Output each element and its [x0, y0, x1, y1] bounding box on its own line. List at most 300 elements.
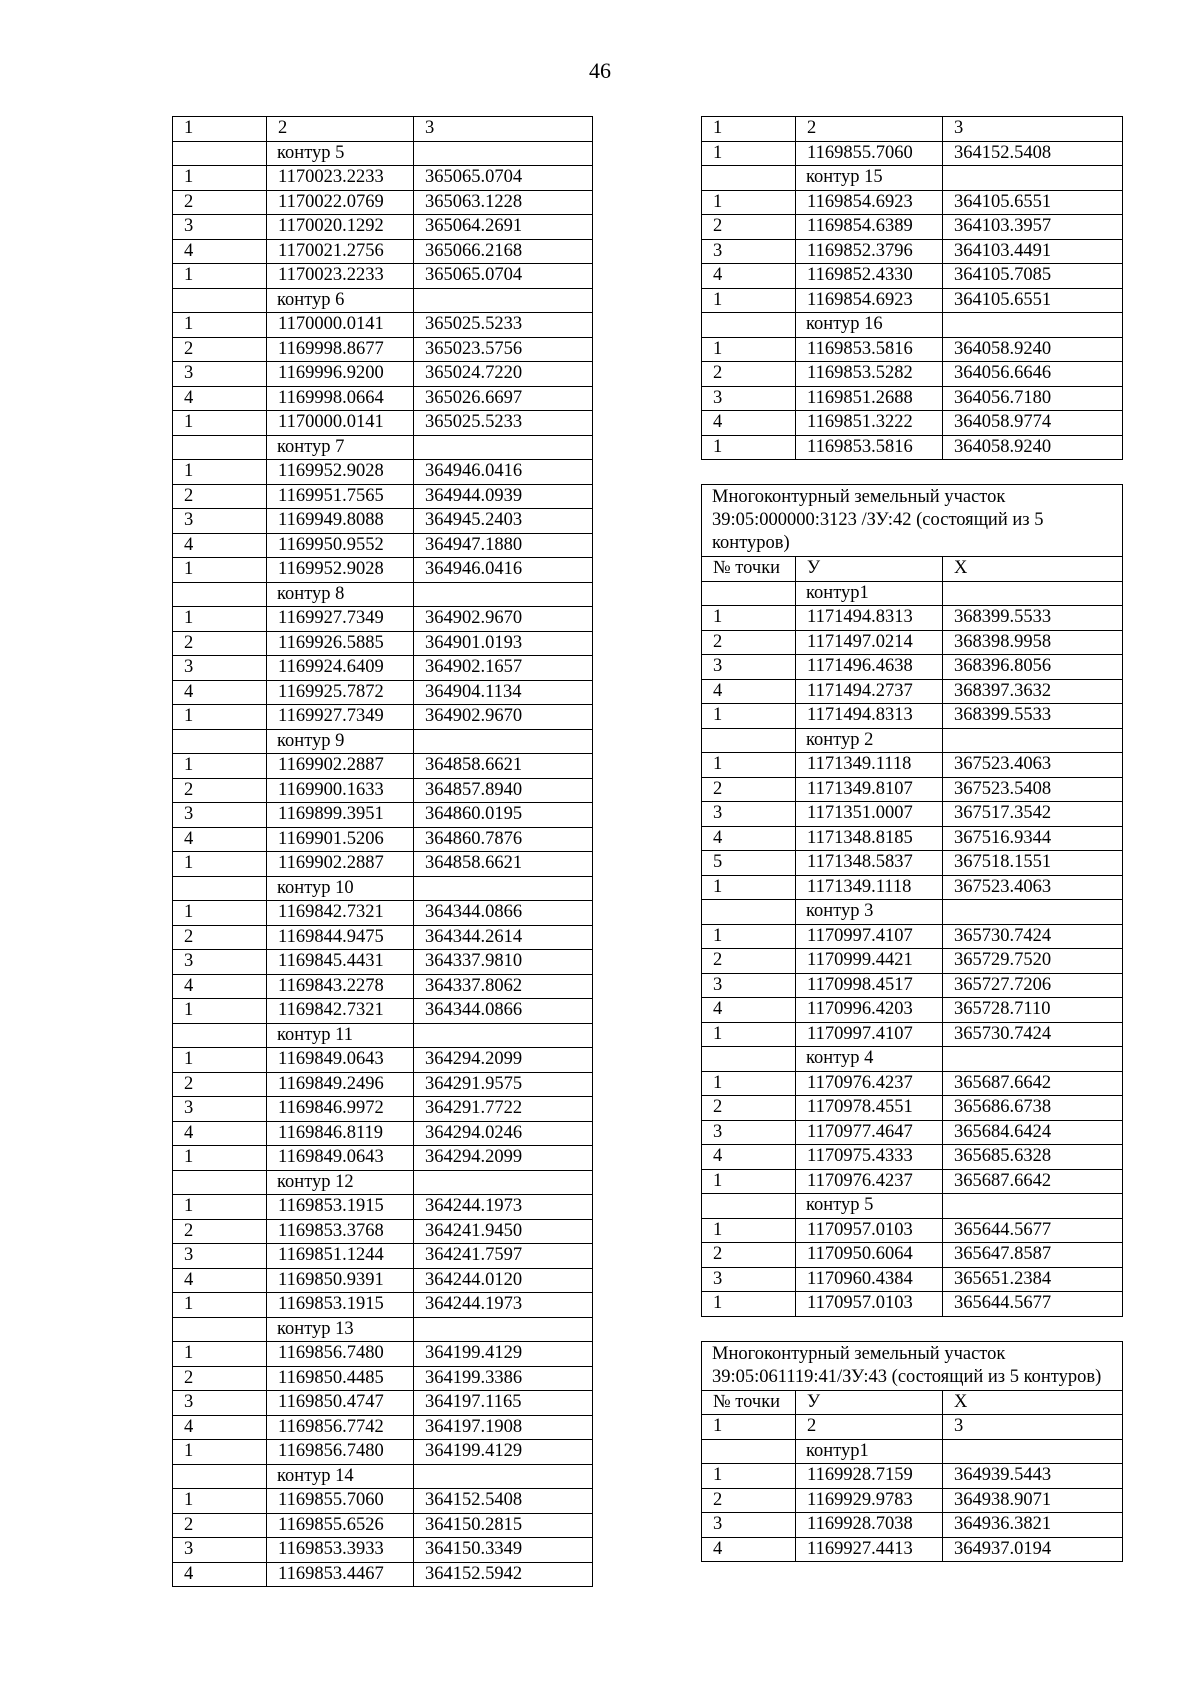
x-coordinate-cell: 364294.2099: [414, 1048, 593, 1073]
table-header-row: [173, 117, 593, 142]
x-coordinate-cell: 364199.4129: [414, 1440, 593, 1465]
x-coordinate-cell: 364199.4129: [414, 1342, 593, 1367]
table-row: [173, 362, 593, 387]
point-number-cell: 2: [173, 1072, 267, 1097]
point-number-cell: 3: [702, 239, 796, 264]
table-row: [702, 264, 1123, 289]
y-coordinate-cell: 1169924.6409: [267, 656, 414, 681]
table-row: [702, 239, 1123, 264]
x-coordinate-cell: 367518.1551: [943, 851, 1123, 876]
contour-header-row: [702, 1439, 1123, 1464]
x-coordinate-cell: 365644.5677: [943, 1292, 1123, 1317]
y-coordinate-cell: 1169949.8088: [267, 509, 414, 534]
point-number-cell: 1: [702, 1022, 796, 1047]
x-coordinate-cell: 364946.0416: [414, 460, 593, 485]
table-row: [173, 558, 593, 583]
table-row: [173, 950, 593, 975]
y-coordinate-cell: 1169927.7349: [267, 607, 414, 632]
y-coordinate-cell: 1171348.5837: [796, 851, 943, 876]
x-coordinate-cell: 364902.1657: [414, 656, 593, 681]
table-row: [702, 802, 1123, 827]
empty-cell: [414, 1317, 593, 1342]
empty-cell: [173, 582, 267, 607]
point-number-cell: 3: [173, 803, 267, 828]
y-coordinate-cell: 1169929.9783: [796, 1488, 943, 1513]
point-number-cell: 1: [173, 1048, 267, 1073]
table-row: [173, 974, 593, 999]
point-number-cell: 1: [173, 1342, 267, 1367]
table-row: [173, 386, 593, 411]
y-coordinate-cell: 1169850.4747: [267, 1391, 414, 1416]
contour-header-row: [702, 166, 1123, 191]
empty-cell: [414, 435, 593, 460]
y-coordinate-cell: 1171494.2737: [796, 679, 943, 704]
x-coordinate-cell: 364946.0416: [414, 558, 593, 583]
x-coordinate-cell: 364937.0194: [943, 1537, 1123, 1562]
x-coordinate-cell: 367516.9344: [943, 826, 1123, 851]
point-number-cell: 2: [173, 190, 267, 215]
empty-cell: [173, 1023, 267, 1048]
column-number-row: [702, 1415, 1123, 1440]
point-number-cell: 4: [173, 1415, 267, 1440]
x-coordinate-cell: 364902.9670: [414, 607, 593, 632]
x-coordinate-cell: 364056.6646: [943, 362, 1123, 387]
x-coordinate-cell: 364105.6551: [943, 190, 1123, 215]
point-number-cell: 1: [173, 705, 267, 730]
y-coordinate-cell: 1169900.1633: [267, 778, 414, 803]
empty-cell: [414, 729, 593, 754]
table-row: [173, 509, 593, 534]
x-coordinate-cell: 364344.2614: [414, 925, 593, 950]
y-coordinate-cell: 1170957.0103: [796, 1218, 943, 1243]
table-row: [702, 1145, 1123, 1170]
x-coordinate-cell: 364241.9450: [414, 1219, 593, 1244]
x-coordinate-cell: 365023.5756: [414, 337, 593, 362]
contour-label: контур 8: [267, 582, 414, 607]
point-number-cell: 2: [173, 484, 267, 509]
point-number-cell: 4: [173, 533, 267, 558]
x-coordinate-cell: 364858.6621: [414, 852, 593, 877]
contour-label: контур1: [796, 581, 943, 606]
x-coordinate-cell: 364337.8062: [414, 974, 593, 999]
point-number-cell: 3: [173, 509, 267, 534]
x-coordinate-cell: 364103.3957: [943, 215, 1123, 240]
point-number-cell: № точки: [702, 557, 796, 582]
y-coordinate-cell: 1170976.4237: [796, 1071, 943, 1096]
table-row: [702, 1120, 1123, 1145]
table-row: [702, 630, 1123, 655]
y-coordinate-cell: 1170000.0141: [267, 411, 414, 436]
x-coordinate-cell: 364244.0120: [414, 1268, 593, 1293]
x-coordinate-cell: 364860.0195: [414, 803, 593, 828]
table-row: [173, 411, 593, 436]
point-number-cell: 1: [173, 754, 267, 779]
y-coordinate-cell: 1169856.7742: [267, 1415, 414, 1440]
point-number-cell: 4: [702, 826, 796, 851]
point-number-cell: 2: [173, 337, 267, 362]
point-number-cell: 1: [173, 852, 267, 877]
y-coordinate-cell: 1170022.0769: [267, 190, 414, 215]
table-row: [702, 924, 1123, 949]
table-header-row: [702, 557, 1123, 582]
coordinates-table-left: [172, 116, 593, 1587]
y-coordinate-cell: 1171496.4638: [796, 655, 943, 680]
point-number-cell: 4: [702, 1145, 796, 1170]
x-coordinate-cell: 364241.7597: [414, 1244, 593, 1269]
x-coordinate-cell: 364947.1880: [414, 533, 593, 558]
point-number-cell: 2: [702, 1488, 796, 1513]
y-coordinate-cell: 1169850.4485: [267, 1366, 414, 1391]
x-coordinate-cell: 3: [943, 117, 1123, 142]
empty-cell: [702, 581, 796, 606]
table-row: [702, 386, 1123, 411]
x-coordinate-cell: 365064.2691: [414, 215, 593, 240]
x-coordinate-cell: 368396.8056: [943, 655, 1123, 680]
empty-cell: [414, 141, 593, 166]
empty-cell: [414, 1023, 593, 1048]
empty-cell: [702, 313, 796, 338]
y-coordinate-cell: 1170023.2233: [267, 166, 414, 191]
x-coordinate-cell: 365729.7520: [943, 949, 1123, 974]
coordinates-table-zu43: [701, 1341, 1123, 1563]
empty-cell: [173, 1317, 267, 1342]
empty-cell: [702, 900, 796, 925]
point-number-cell: 1: [173, 1489, 267, 1514]
table-row: [702, 826, 1123, 851]
table-row: [702, 1267, 1123, 1292]
empty-cell: [173, 435, 267, 460]
x-coordinate-cell: 364105.7085: [943, 264, 1123, 289]
table-row: [173, 1097, 593, 1122]
empty-cell: [943, 166, 1123, 191]
x-coordinate-cell: 364058.9774: [943, 411, 1123, 436]
x-coordinate-cell: 364857.8940: [414, 778, 593, 803]
y-coordinate-cell: 1169854.6923: [796, 190, 943, 215]
y-coordinate-cell: 1169851.2688: [796, 386, 943, 411]
y-coordinate-cell: У: [796, 557, 943, 582]
x-coordinate-cell: 365686.6738: [943, 1096, 1123, 1121]
y-coordinate-cell: 1169902.2887: [267, 852, 414, 877]
point-number-cell: 2: [702, 777, 796, 802]
table-row: [173, 1268, 593, 1293]
x-coordinate-cell: 365065.0704: [414, 264, 593, 289]
table-row: [173, 1219, 593, 1244]
x-coordinate-cell: 365728.7110: [943, 998, 1123, 1023]
empty-cell: [173, 288, 267, 313]
x-coordinate-cell: 364103.4491: [943, 239, 1123, 264]
empty-cell: [943, 581, 1123, 606]
table-row: [173, 656, 593, 681]
table-row: [702, 1071, 1123, 1096]
empty-cell: [702, 1439, 796, 1464]
table-row: [173, 1415, 593, 1440]
point-number-cell: 1: [173, 313, 267, 338]
y-coordinate-cell: 1170999.4421: [796, 949, 943, 974]
empty-cell: [173, 1170, 267, 1195]
y-coordinate-cell: 1170996.4203: [796, 998, 943, 1023]
y-coordinate-cell: 1169928.7159: [796, 1464, 943, 1489]
x-coordinate-cell: 365685.6328: [943, 1145, 1123, 1170]
x-coordinate-cell: 3: [414, 117, 593, 142]
table-row: [173, 1146, 593, 1171]
table-row: [702, 1537, 1123, 1562]
table-row: [173, 607, 593, 632]
x-coordinate-cell: 364337.9810: [414, 950, 593, 975]
right-column: [701, 116, 1123, 1562]
table-row: [173, 1293, 593, 1318]
x-coordinate-cell: 3: [943, 1415, 1123, 1440]
table-row: [173, 1195, 593, 1220]
table-row: [173, 1366, 593, 1391]
y-coordinate-cell: 1169845.4431: [267, 950, 414, 975]
point-number-cell: 1: [702, 753, 796, 778]
x-coordinate-cell: 365647.8587: [943, 1243, 1123, 1268]
point-number-cell: 1: [702, 435, 796, 460]
empty-cell: [943, 900, 1123, 925]
point-number-cell: 1: [173, 411, 267, 436]
point-number-cell: 2: [173, 1219, 267, 1244]
y-coordinate-cell: 1169853.3933: [267, 1538, 414, 1563]
table-row: [173, 754, 593, 779]
x-coordinate-cell: Х: [943, 1390, 1123, 1415]
point-number-cell: 1: [173, 264, 267, 289]
y-coordinate-cell: 1170957.0103: [796, 1292, 943, 1317]
y-coordinate-cell: 1169853.5282: [796, 362, 943, 387]
x-coordinate-cell: 365687.6642: [943, 1071, 1123, 1096]
table-row: [173, 901, 593, 926]
contour-label: контур 9: [267, 729, 414, 754]
y-coordinate-cell: 1170021.2756: [267, 239, 414, 264]
y-coordinate-cell: 1169843.2278: [267, 974, 414, 999]
table-row: [173, 999, 593, 1024]
point-number-cell: 1: [173, 117, 267, 142]
table-row: [702, 753, 1123, 778]
point-number-cell: 1: [702, 190, 796, 215]
y-coordinate-cell: 1170020.1292: [267, 215, 414, 240]
table-row: [702, 1218, 1123, 1243]
point-number-cell: 4: [702, 998, 796, 1023]
table-row: [173, 803, 593, 828]
table-row: [173, 1072, 593, 1097]
land-plot-caption: Многоконтурный земельный участок 39:05:000000:3123 /ЗУ:42 (состоящий из 5 контуров): [702, 485, 1123, 557]
x-coordinate-cell: 365644.5677: [943, 1218, 1123, 1243]
point-number-cell: 3: [173, 1097, 267, 1122]
empty-cell: [943, 728, 1123, 753]
y-coordinate-cell: 1171348.8185: [796, 826, 943, 851]
table-row: [173, 460, 593, 485]
x-coordinate-cell: 365025.5233: [414, 411, 593, 436]
point-number-cell: 4: [173, 1268, 267, 1293]
x-coordinate-cell: 364945.2403: [414, 509, 593, 534]
y-coordinate-cell: 1169853.5816: [796, 337, 943, 362]
y-coordinate-cell: 1169853.1915: [267, 1195, 414, 1220]
table-row: [173, 1121, 593, 1146]
x-coordinate-cell: 364939.5443: [943, 1464, 1123, 1489]
table-row: [702, 973, 1123, 998]
y-coordinate-cell: 1169902.2887: [267, 754, 414, 779]
y-coordinate-cell: 1169998.8677: [267, 337, 414, 362]
table-row: [702, 1096, 1123, 1121]
x-coordinate-cell: 364902.9670: [414, 705, 593, 730]
y-coordinate-cell: 1169850.9391: [267, 1268, 414, 1293]
y-coordinate-cell: 1170997.4107: [796, 924, 943, 949]
y-coordinate-cell: 1169853.4467: [267, 1562, 414, 1587]
table-row: [173, 705, 593, 730]
table-header-row: [702, 117, 1123, 142]
table-row: [702, 704, 1123, 729]
y-coordinate-cell: 1169927.7349: [267, 705, 414, 730]
contour-label: контур 4: [796, 1047, 943, 1072]
point-number-cell: 3: [702, 1120, 796, 1145]
table-row: [702, 777, 1123, 802]
point-number-cell: 1: [702, 337, 796, 362]
contour-label: контур 14: [267, 1464, 414, 1489]
table-row: [702, 1292, 1123, 1317]
contour-header-row: [702, 728, 1123, 753]
table-row: [173, 925, 593, 950]
x-coordinate-cell: 364199.3386: [414, 1366, 593, 1391]
x-coordinate-cell: 364150.3349: [414, 1538, 593, 1563]
contour-label: контур 15: [796, 166, 943, 191]
empty-cell: [702, 1047, 796, 1072]
page-number: 46: [589, 58, 611, 83]
x-coordinate-cell: 364244.1973: [414, 1195, 593, 1220]
point-number-cell: 2: [173, 1366, 267, 1391]
y-coordinate-cell: 2: [796, 1415, 943, 1440]
x-coordinate-cell: 364904.1134: [414, 680, 593, 705]
contour-label: контур 2: [796, 728, 943, 753]
table-row: [173, 1440, 593, 1465]
table-row: [173, 631, 593, 656]
x-coordinate-cell: 365063.1228: [414, 190, 593, 215]
y-coordinate-cell: 1169856.7480: [267, 1342, 414, 1367]
y-coordinate-cell: 1169844.9475: [267, 925, 414, 950]
table-row: [173, 1391, 593, 1416]
table-row: [702, 1488, 1123, 1513]
table-row: [173, 1513, 593, 1538]
empty-cell: [414, 876, 593, 901]
contour-label: контур 12: [267, 1170, 414, 1195]
table-row: [173, 1562, 593, 1587]
y-coordinate-cell: 1171349.1118: [796, 753, 943, 778]
x-coordinate-cell: 365026.6697: [414, 386, 593, 411]
y-coordinate-cell: 1169998.0664: [267, 386, 414, 411]
point-number-cell: 1: [173, 166, 267, 191]
table-row: [702, 679, 1123, 704]
y-coordinate-cell: 1170023.2233: [267, 264, 414, 289]
y-coordinate-cell: 1169854.6923: [796, 288, 943, 313]
table-row: [702, 949, 1123, 974]
y-coordinate-cell: 1169842.7321: [267, 999, 414, 1024]
empty-cell: [173, 1464, 267, 1489]
table-row: [173, 239, 593, 264]
point-number-cell: 2: [173, 778, 267, 803]
table-row: [173, 680, 593, 705]
contour-header-row: [173, 141, 593, 166]
table-row: [702, 851, 1123, 876]
y-coordinate-cell: 1170997.4107: [796, 1022, 943, 1047]
y-coordinate-cell: 1169853.3768: [267, 1219, 414, 1244]
point-number-cell: 2: [702, 362, 796, 387]
point-number-cell: 4: [702, 679, 796, 704]
table-row: [702, 606, 1123, 631]
x-coordinate-cell: 364197.1908: [414, 1415, 593, 1440]
x-coordinate-cell: 364936.3821: [943, 1513, 1123, 1538]
point-number-cell: 1: [173, 901, 267, 926]
point-number-cell: 1: [173, 999, 267, 1024]
y-coordinate-cell: 1170000.0141: [267, 313, 414, 338]
x-coordinate-cell: 364291.7722: [414, 1097, 593, 1122]
x-coordinate-cell: 364056.7180: [943, 386, 1123, 411]
y-coordinate-cell: 1171351.0007: [796, 802, 943, 827]
point-number-cell: 3: [173, 215, 267, 240]
table-row: [173, 484, 593, 509]
point-number-cell: 2: [173, 1513, 267, 1538]
point-number-cell: 1: [702, 1071, 796, 1096]
contour-header-row: [702, 1047, 1123, 1072]
contour-label: контур 5: [267, 141, 414, 166]
empty-cell: [414, 1170, 593, 1195]
point-number-cell: 4: [173, 827, 267, 852]
x-coordinate-cell: 364294.2099: [414, 1146, 593, 1171]
contour-label: контур 7: [267, 435, 414, 460]
x-coordinate-cell: 365684.6424: [943, 1120, 1123, 1145]
x-coordinate-cell: 364858.6621: [414, 754, 593, 779]
x-coordinate-cell: 364291.9575: [414, 1072, 593, 1097]
point-number-cell: 1: [702, 875, 796, 900]
y-coordinate-cell: 1170950.6064: [796, 1243, 943, 1268]
x-coordinate-cell: 364901.0193: [414, 631, 593, 656]
table-row: [173, 1489, 593, 1514]
y-coordinate-cell: 1169853.1915: [267, 1293, 414, 1318]
table-row: [702, 362, 1123, 387]
point-number-cell: 1: [173, 460, 267, 485]
point-number-cell: 2: [702, 949, 796, 974]
y-coordinate-cell: 1169849.0643: [267, 1048, 414, 1073]
point-number-cell: 4: [173, 239, 267, 264]
y-coordinate-cell: 1171494.8313: [796, 704, 943, 729]
point-number-cell: 1: [702, 288, 796, 313]
empty-cell: [702, 166, 796, 191]
x-coordinate-cell: 365727.7206: [943, 973, 1123, 998]
contour-label: контур 3: [796, 900, 943, 925]
point-number-cell: 4: [173, 1121, 267, 1146]
contour-label: контур 13: [267, 1317, 414, 1342]
y-coordinate-cell: 1170998.4517: [796, 973, 943, 998]
point-number-cell: 1: [173, 607, 267, 632]
y-coordinate-cell: 1169901.5206: [267, 827, 414, 852]
y-coordinate-cell: 1169852.4330: [796, 264, 943, 289]
y-coordinate-cell: 2: [267, 117, 414, 142]
y-coordinate-cell: 1169952.9028: [267, 558, 414, 583]
table-row: [173, 533, 593, 558]
y-coordinate-cell: 2: [796, 117, 943, 142]
point-number-cell: 1: [702, 1292, 796, 1317]
point-number-cell: 4: [702, 1537, 796, 1562]
point-number-cell: 4: [173, 1562, 267, 1587]
x-coordinate-cell: 365065.0704: [414, 166, 593, 191]
point-number-cell: 1: [173, 1195, 267, 1220]
y-coordinate-cell: 1169851.1244: [267, 1244, 414, 1269]
x-coordinate-cell: 368399.5533: [943, 606, 1123, 631]
empty-cell: [943, 1194, 1123, 1219]
y-coordinate-cell: 1169852.3796: [796, 239, 943, 264]
x-coordinate-cell: Х: [943, 557, 1123, 582]
y-coordinate-cell: 1169854.6389: [796, 215, 943, 240]
table-row: [173, 190, 593, 215]
y-coordinate-cell: 1171349.1118: [796, 875, 943, 900]
empty-cell: [414, 288, 593, 313]
